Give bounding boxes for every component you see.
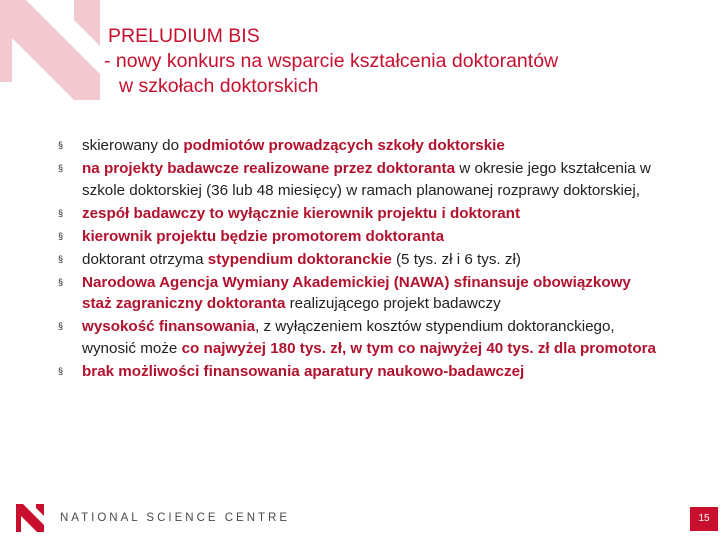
highlighted-text: zespół badawczy to wyłącznie kierownik projektu i doktorant	[82, 204, 521, 222]
highlighted-text: kierownik projektu będzie promotorem doktoranta	[82, 227, 445, 245]
bullet-marker-icon: §	[58, 253, 64, 264]
title-line-1: PRELUDIUM BIS	[108, 25, 260, 47]
bullet-text: w okresie jego kształcenia w szkole doktorskiej (36 lub 48 miesięcy) w ramach planowanej rozprawy doktorskiej,	[82, 160, 651, 199]
bullet-text: , z wyłączeniem kosztów stypendium doktoranckiego, wynosić może	[82, 318, 615, 357]
bullet-list	[58, 135, 658, 384]
highlighted-text: wysokość finansowania	[82, 318, 256, 335]
bullet-text: realizującego projekt badawczy	[285, 295, 501, 312]
title-line-2: - nowy konkurs na wsparcie kształcenia doktorantów	[104, 50, 559, 72]
bullet-item	[58, 226, 658, 248]
bullet-item	[58, 158, 658, 201]
highlighted-text: co najwyżej 180 tys. zł, w tym co najwyżej 40 tys. zł dla promotora	[181, 339, 656, 357]
bullet-item	[58, 272, 658, 315]
bullet-marker-icon: §	[58, 163, 64, 173]
slide-title	[104, 24, 704, 99]
ncn-logo-icon	[0, 0, 100, 100]
bullet-text: skierowany do	[82, 137, 184, 154]
title-line-3: w szkołach doktorskich	[119, 75, 319, 97]
highlighted-text: stypendium doktoranckie	[207, 250, 392, 268]
highlighted-text: Narodowa Agencja Wymiany Akademickiej (NAWA) sfinansuje obowiązkowy staż zagraniczny doktoranta	[82, 273, 631, 312]
highlighted-text: podmiotów prowadzących szkoły doktorskie	[183, 137, 505, 154]
bullet-item	[58, 135, 658, 157]
bullet-text: doktorant otrzyma	[82, 250, 208, 268]
bullet-marker-icon: §	[58, 365, 64, 376]
bullet-marker-icon: §	[58, 276, 64, 287]
highlighted-text: brak możliwości finansowania aparatury naukowo-badawczej	[82, 362, 525, 380]
footer-logo-icon	[14, 502, 46, 534]
bullet-marker-icon: §	[58, 207, 64, 218]
bullet-item	[58, 361, 658, 383]
bullet-text: (5 tys. zł i 6 tys. zł)	[391, 250, 521, 268]
bullet-item	[58, 203, 658, 225]
highlighted-text: na projekty badawcze realizowane przez doktoranta	[82, 160, 456, 177]
bullet-marker-icon: §	[58, 140, 64, 150]
page-number-badge: 15	[690, 507, 718, 531]
bullet-marker-icon: §	[58, 230, 64, 241]
footer-org-name: NATIONAL SCIENCE CENTRE	[60, 512, 291, 524]
bullet-marker-icon: §	[58, 321, 64, 331]
bullet-item	[58, 249, 658, 271]
bullet-item	[58, 316, 658, 359]
